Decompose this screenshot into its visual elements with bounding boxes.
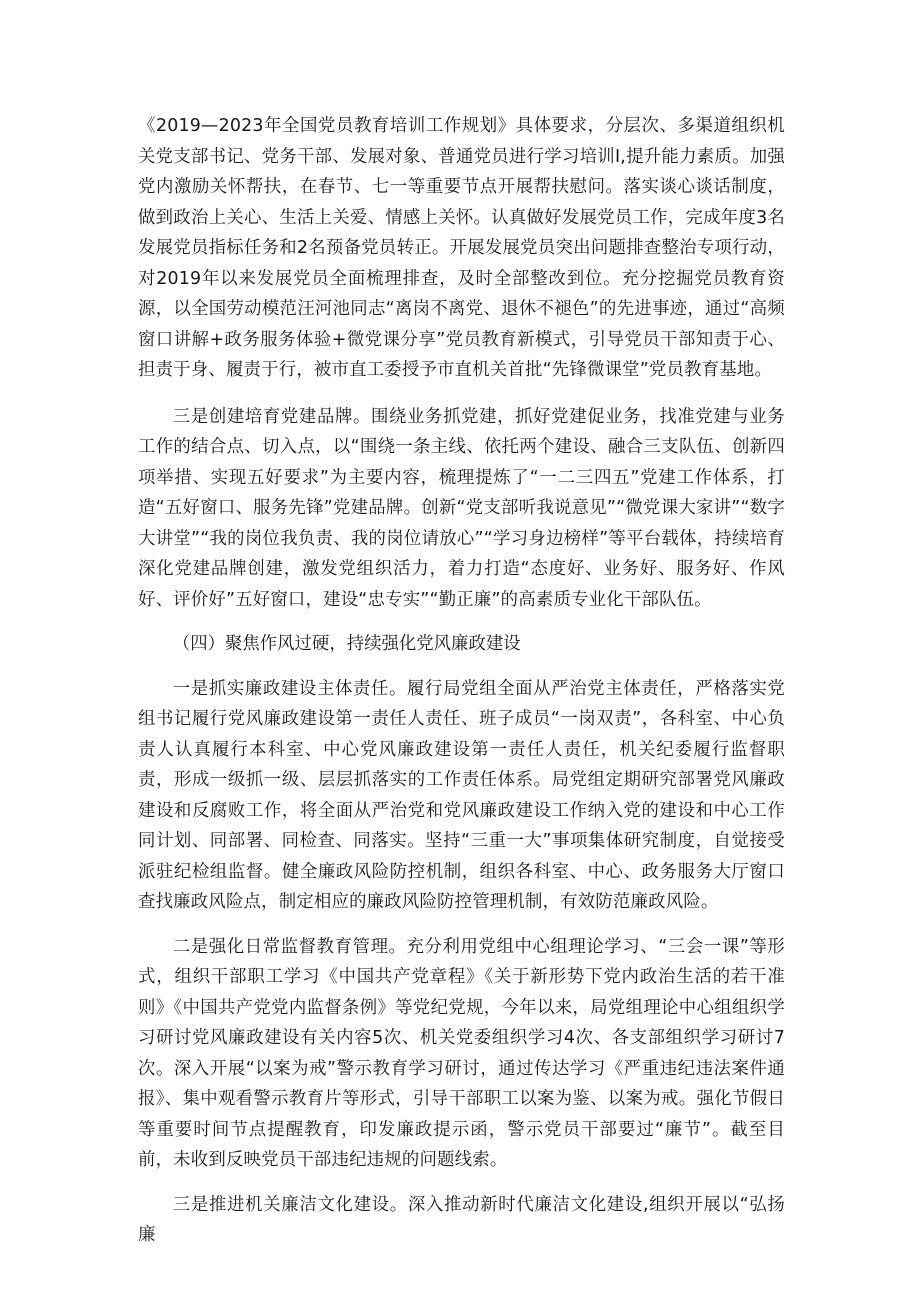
section-heading-4: （四）聚焦作风过硬，持续强化党风廉政建设 bbox=[172, 634, 521, 654]
paragraph-party-member-education: 《2019—2023年全国党员教育培训工作规划》具体要求，分层次、多渠道组织机关党支部书记、党务干部、发展对象、普通党员进行学习培训I,提升能力素质。加强党内激励关怀帮扶，在春节、七一等重要节点开展帮扶慰问。落实谈心谈话制度，做到政治上关心、生活上关爱、情感上关怀。认真做好发展党员工作，完成年度3名发展党员指标任务和2名预备党员转正。开展发展党员突出问题排查整治专项行动，对2019年以来发展党员全面梳理排查，及时全部整改到位。充分挖掘党员教育资源，以全国劳动模范汪河池同志“离岗不离党、退休不褪色”的先进事迹，通过“高频窗口讲解+政务服务体验+微党课分享”党员教育新模式，引导党员干部知责于心、担责于身、履责于行，被市直工委授予市直机关首批“先锋微课堂”党员教育基地。 bbox=[138, 116, 785, 380]
paragraph-integrity-responsibility: 一是抓实廉政建设主体责任。履行局党组全面从严治党主体责任，严格落实党组书记履行党风廉政建设第一责任人责任、班子成员“一岗双责”，各科室、中心负责人认真履行本科室、中心党风廉政建设第一责任人责任，机关纪委履行监督职责，形成一级抓一级、层层抓落实的工作责任体系。局党组定期研究部署党风廉政建设和反腐败工作，将全面从严治党和党风廉政建设工作纳入党的建设和中心工作同计划、同部署、同检查、同落实。坚持“三重一大”事项集体研究制度，自觉接受派驻纪检组监督。健全廉政风险防控机制，组织各科室、中心、政务服务大厅窗口查找廉政风险点，制定相应的廉政风险防控管理机制，有效防范廉政风险。 bbox=[138, 678, 785, 912]
paragraph-integrity-culture: 三是推进机关廉洁文化建设。深入推动新时代廉洁文化建设,组织开展以“弘扬廉 bbox=[138, 1194, 785, 1245]
paragraph-party-brand: 三是创建培育党建品牌。围绕业务抓党建，抓好党建促业务，找准党建与业务工作的结合点、切入点，以“围绕一条主线、依托两个建设、融合三支队伍、创新四项举措、实现五好要求”为主要内容，梳理提炼了“一二三四五”党建工作体系，打造“五好窗口、服务先锋”党建品牌。创新“党支部听我说意见”“微党课大家讲”“数字大讲堂”“我的岗位我负责、我的岗位请放心”“学习身边榜样”等平台载体，持续培育深化党建品牌创建，激发党组织活力，着力打造“态度好、业务好、服务好、作风好、评价好”五好窗口，建设“忠专实”“勤正廉”的高素质专业化干部队伍。 bbox=[138, 406, 785, 610]
document-page bbox=[138, 111, 785, 1265]
paragraph-daily-supervision: 二是强化日常监督教育管理。充分利用党组中心组理论学习、“三会一课”等形式，组织干部职工学习《中国共产党章程》《关于新形势下党内政治生活的若干准则》《中国共产党党内监督条例》等党纪党规，今年以来，局党组理论中心组组织学习研讨党风廉政建设有关内容5次、机关党委组织学习4次、各支部组织学习研讨7次。深入开展“以案为戒”警示教育学习研讨，通过传达学习《严重违纪违法案件通报》、集中观看警示教育片等形式，引导干部职工以案为鉴、以案为戒。强化节假日等重要时间节点提醒教育，印发廉政提示函，警示党员干部要过“廉节”。截至目前，未收到反映党员干部违纪违规的问题线索。 bbox=[138, 936, 785, 1170]
